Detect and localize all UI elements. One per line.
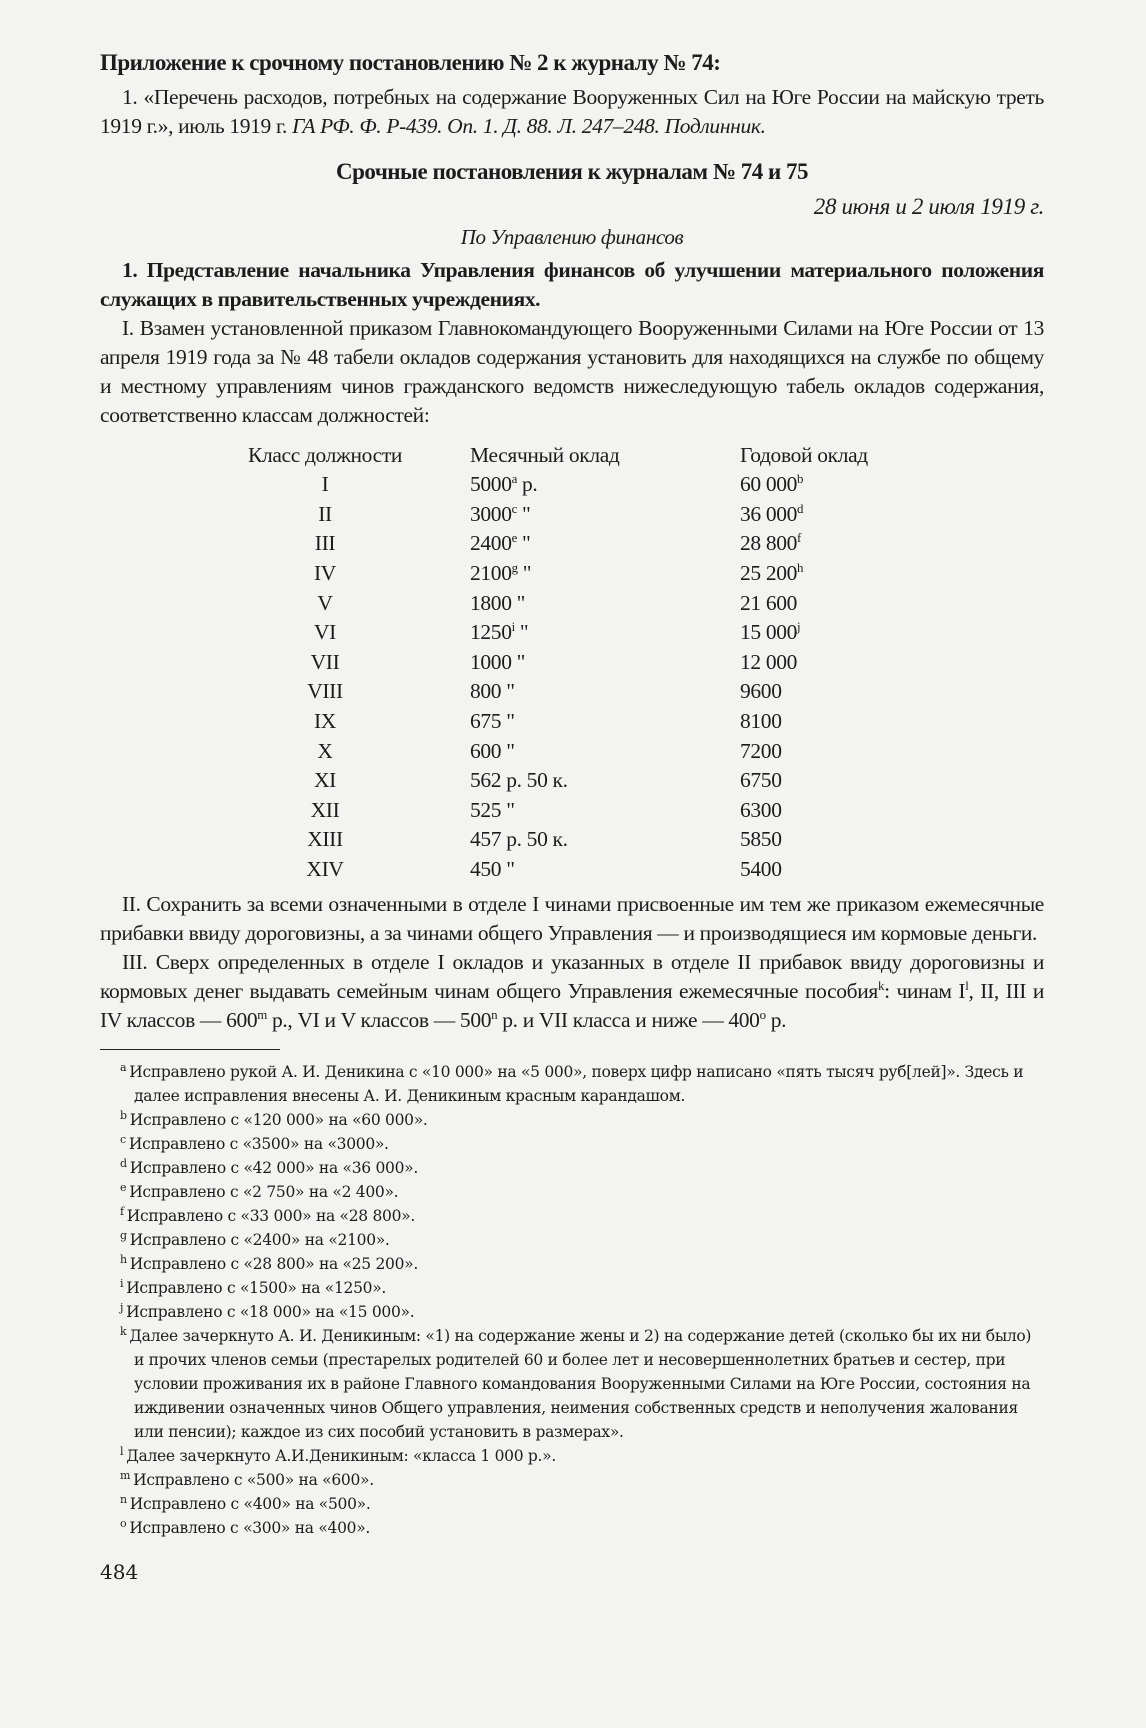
cell-monthly (440, 825, 740, 855)
footnote (118, 1060, 1044, 1108)
table-row (210, 500, 940, 530)
monthly-suffix: " (514, 620, 529, 645)
table-row (210, 618, 940, 648)
section-date: 28 июня и 2 июля 1919 г. (813, 194, 1044, 219)
paragraph-II: II. Сохранить за всеми означенными в отделе I чинами присвоенные им тем же приказом ежемесячные прибавки ввиду дороговизны, а за чинами общего Управления — и производящиеся им кормовые деньги. (100, 892, 1044, 946)
cell-class: XII (310, 797, 340, 822)
table-row (210, 796, 940, 826)
footnote-text: Исправлено с «1500» на «1250». (126, 1279, 387, 1298)
cell-class: I (321, 472, 329, 497)
monthly-suffix: " (501, 679, 515, 704)
cell-yearly (740, 855, 940, 885)
table-row (210, 677, 940, 707)
yearly-value: 15 000 (740, 620, 798, 645)
table-row (210, 825, 940, 855)
footnote (118, 1156, 1044, 1180)
footnote (118, 1108, 1044, 1132)
footnote-text: Далее зачеркнуто А. И. Деникиным: «1) на содержание жены и 2) на содержание детей (сколько бы их ни было) и прочих членов семьи (престарелых родителей 60 и более лет и несовершеннолетних братьев и сестер, при условии проживания их в районе Главного командования Вооруженными Силами на Юге России, состояния на иждивении означенных чинов Общего управления, неимения собственных средств и неполучения жалования или пенсии); каждое из сих пособий установить в размерах». (129, 1327, 1032, 1442)
footnote-text: Исправлено с «42 000» на «36 000». (129, 1159, 418, 1178)
footnote-mark: j (120, 1301, 124, 1315)
yearly-value: 25 200 (740, 561, 798, 586)
footnote-mark: i (120, 1277, 124, 1291)
table-row (210, 470, 940, 500)
section-subhead: По Управлению финансов (460, 225, 684, 249)
monthly-suffix: " (516, 501, 531, 526)
footnote-text: Исправлено с «300» на «400». (129, 1519, 371, 1538)
cell-monthly (440, 766, 740, 796)
footnote (118, 1492, 1044, 1516)
salary-table (210, 440, 940, 884)
footnote-text: Исправлено рукой А. И. Деникина с «10 000» на «5 000», поверх цифр написано «пять тысяч руб[лей]». Здесь и далее исправления внесены А. И. Деникиным красным карандашом. (129, 1063, 1024, 1106)
yearly-value: 5850 (740, 827, 782, 852)
monthly-value: 525 (470, 797, 502, 822)
footnote (118, 1276, 1044, 1300)
cell-yearly (740, 500, 940, 530)
monthly-value: 1800 (470, 590, 512, 615)
yearly-value: 36 000 (740, 501, 798, 526)
yearly-value: 7200 (740, 738, 782, 763)
footnote (118, 1132, 1044, 1156)
footnote-mark: k (120, 1325, 127, 1339)
footnote (118, 1252, 1044, 1276)
footnote-mark: h (120, 1253, 127, 1267)
footnote-text: Исправлено с «3500» на «3000». (128, 1135, 389, 1154)
yearly-value: 12 000 (740, 649, 798, 674)
monthly-suffix: " (516, 531, 531, 556)
footnote-mark: a (120, 1061, 127, 1075)
footnote-mark: d (120, 1157, 127, 1171)
cell-monthly (440, 736, 740, 766)
footnote (118, 1300, 1044, 1324)
footnote-text: Исправлено с «18 000» на «15 000». (126, 1303, 415, 1322)
footnote-text: Исправлено с «500» на «600». (133, 1471, 374, 1490)
footnote-mark: g (120, 1229, 127, 1243)
monthly-suffix: " (511, 649, 526, 674)
monthly-value: 457 р. 50 к. (470, 827, 568, 852)
footnote-ref[interactable]: h (797, 560, 804, 575)
monthly-suffix: " (501, 738, 515, 763)
cell-class: XI (314, 768, 336, 793)
monthly-value: 600 (470, 738, 502, 763)
cell-class: V (317, 590, 333, 615)
monthly-value: 5000 (470, 472, 512, 497)
footnote-ref[interactable]: c (511, 501, 517, 516)
footnote-mark: m (120, 1469, 131, 1483)
cell-class: VII (310, 649, 340, 674)
table-row (210, 707, 940, 737)
yearly-value: 5400 (740, 857, 782, 882)
table-row (210, 559, 940, 589)
footnote (118, 1204, 1044, 1228)
monthly-value: 450 (470, 857, 502, 882)
cell-monthly (440, 707, 740, 737)
cell-monthly (440, 588, 740, 618)
item-title: 1. Представление начальника Управления финансов об улучшении материального положения служащих в правительственных учреждениях. (100, 258, 1044, 311)
footnote-ref[interactable]: d (797, 501, 804, 516)
cell-class: III (314, 531, 336, 556)
footnote-ref[interactable]: a (511, 472, 517, 487)
cell-yearly (740, 529, 940, 559)
footnote-ref-n[interactable]: n (491, 1008, 498, 1023)
footnote (118, 1468, 1044, 1492)
cell-monthly (440, 559, 740, 589)
footnote-ref[interactable]: f (797, 531, 801, 546)
cell-class: IV (314, 561, 336, 586)
cell-yearly (740, 825, 940, 855)
cell-class: X (317, 738, 333, 763)
cell-yearly (740, 618, 940, 648)
header-yearly: Годовой оклад (740, 442, 868, 467)
paragraph-III (100, 948, 1044, 1035)
footnote (118, 1516, 1044, 1540)
monthly-value: 1250 (470, 620, 512, 645)
footnote (118, 1324, 1044, 1444)
table-row (210, 588, 940, 618)
table-row (210, 855, 940, 885)
cell-monthly (440, 648, 740, 678)
footnote-ref[interactable]: j (797, 620, 801, 635)
cell-class: VI (314, 620, 336, 645)
para-III-text: р., VI и V классов — 500 (266, 1008, 492, 1033)
cell-class: XIII (307, 827, 343, 852)
table-header-row (210, 440, 940, 470)
cell-yearly (740, 766, 940, 796)
yearly-value: 9600 (740, 679, 782, 704)
footnote-text: Исправлено с «400» на «500». (129, 1495, 371, 1514)
footnote-text: Далее зачеркнуто А.И.Деникиным: «класса 1 000 р.». (126, 1447, 556, 1466)
yearly-value: 28 800 (740, 531, 798, 556)
appendix-item (100, 83, 1044, 141)
salary-table-body (210, 470, 940, 884)
footnote-text: Исправлено с «2400» на «2100». (129, 1231, 390, 1250)
cell-yearly (740, 559, 940, 589)
footnote-text: Исправлено с «28 800» на «25 200». (129, 1255, 418, 1274)
yearly-value: 8100 (740, 709, 782, 734)
monthly-suffix: р. (516, 472, 538, 497)
cell-yearly (740, 736, 940, 766)
footnote-ref-k[interactable]: k (877, 979, 885, 994)
yearly-value: 60 000 (740, 472, 798, 497)
monthly-suffix: " (501, 709, 515, 734)
footnote-mark: b (120, 1109, 127, 1123)
page-number: 484 (100, 1560, 139, 1585)
cell-class: XIV (306, 857, 344, 882)
footnotes-list (100, 1060, 1044, 1540)
cell-yearly (740, 707, 940, 737)
header-monthly: Месячный оклад (470, 442, 620, 467)
footnote-ref[interactable]: b (797, 472, 804, 487)
footnote-ref-l[interactable]: l (965, 979, 969, 994)
footnote-ref[interactable]: e (511, 531, 517, 546)
footnote-mark: l (120, 1445, 124, 1459)
section-title: Срочные постановления к журналам № 74 и 75 (336, 159, 808, 184)
footnote-ref[interactable]: g (511, 560, 518, 575)
cell-monthly (440, 529, 740, 559)
monthly-value: 800 (470, 679, 502, 704)
para-III-text: III. Сверх определенных в отделе I окладов и указанных в отделе II прибавок ввиду дороговизны и кормовых денег выдавать семейным чинам общего Управления ежемесячные пособия (100, 950, 1044, 1004)
cell-class: VIII (307, 679, 343, 704)
para-III-text: , II, III и IV классов — 600 (100, 979, 1044, 1033)
footnote-ref[interactable]: i (511, 620, 515, 635)
para-III-text: : чинам I (884, 979, 966, 1004)
monthly-value: 3000 (470, 501, 512, 526)
footnote-mark: n (120, 1493, 127, 1507)
monthly-value: 562 р. 50 к. (470, 768, 568, 793)
monthly-value: 675 (470, 709, 502, 734)
footnote-text: Исправлено с «120 000» на «60 000». (129, 1111, 428, 1130)
cell-monthly (440, 618, 740, 648)
header-class: Класс должности (247, 442, 403, 467)
yearly-value: 6300 (740, 797, 782, 822)
footnote-mark: e (120, 1181, 127, 1195)
monthly-value: 2400 (470, 531, 512, 556)
cell-monthly (440, 500, 740, 530)
cell-class: II (318, 501, 332, 526)
paragraph-I: I. Взамен установленной приказом Главнокомандующего Вооруженными Силами на Юге России от 13 апреля 1919 года за № 48 табели окладов содержания установить для находящихся на службе по общему и местному управлениям чинов гражданского ведомств нижеследующую табель окладов содержания, соответственно классам должностей: (100, 316, 1044, 427)
yearly-value: 21 600 (740, 590, 798, 615)
table-row (210, 766, 940, 796)
cell-monthly (440, 470, 740, 500)
para-III-text: р. и VII класса и ниже — 400 (497, 1008, 760, 1033)
appendix-item-text: 1. «Перечень расходов, потребных на содержание Вооруженных Сил на Юге России на майскую треть 1919 г.», июль 1919 г. (100, 85, 1044, 138)
cell-yearly (740, 648, 940, 678)
document-page (100, 48, 1044, 1584)
footnote-mark: c (120, 1133, 126, 1147)
footnote (118, 1444, 1044, 1468)
cell-yearly (740, 470, 940, 500)
cell-monthly (440, 796, 740, 826)
cell-yearly (740, 796, 940, 826)
footnote-ref-m[interactable]: m (257, 1008, 267, 1023)
appendix-title: Приложение к срочному постановлению № 2 к журналу № 74: (100, 50, 721, 75)
cell-class: IX (314, 709, 336, 734)
archive-reference: ГА РФ. Ф. Р-439. Оп. 1. Д. 88. Л. 247–248. Подлинник. (292, 114, 766, 138)
footnote-text: Исправлено с «2 750» на «2 400». (129, 1183, 399, 1202)
yearly-value: 6750 (740, 768, 782, 793)
para-III-text: р. (765, 1008, 787, 1033)
footnote-divider (100, 1049, 280, 1050)
footnote-mark: o (120, 1517, 127, 1531)
monthly-value: 1000 (470, 649, 512, 674)
cell-monthly (440, 677, 740, 707)
monthly-suffix: " (511, 590, 526, 615)
monthly-suffix: " (501, 797, 515, 822)
monthly-value: 2100 (470, 561, 512, 586)
cell-monthly (440, 855, 740, 885)
footnote-ref-o[interactable]: o (759, 1008, 766, 1023)
monthly-suffix: " (501, 857, 515, 882)
table-row (210, 648, 940, 678)
cell-yearly (740, 588, 940, 618)
footnote (118, 1180, 1044, 1204)
footnote-mark: f (120, 1205, 124, 1219)
footnote (118, 1228, 1044, 1252)
table-row (210, 736, 940, 766)
monthly-suffix: " (517, 561, 532, 586)
cell-yearly (740, 677, 940, 707)
footnote-text: Исправлено с «33 000» на «28 800». (126, 1207, 415, 1226)
table-row (210, 529, 940, 559)
